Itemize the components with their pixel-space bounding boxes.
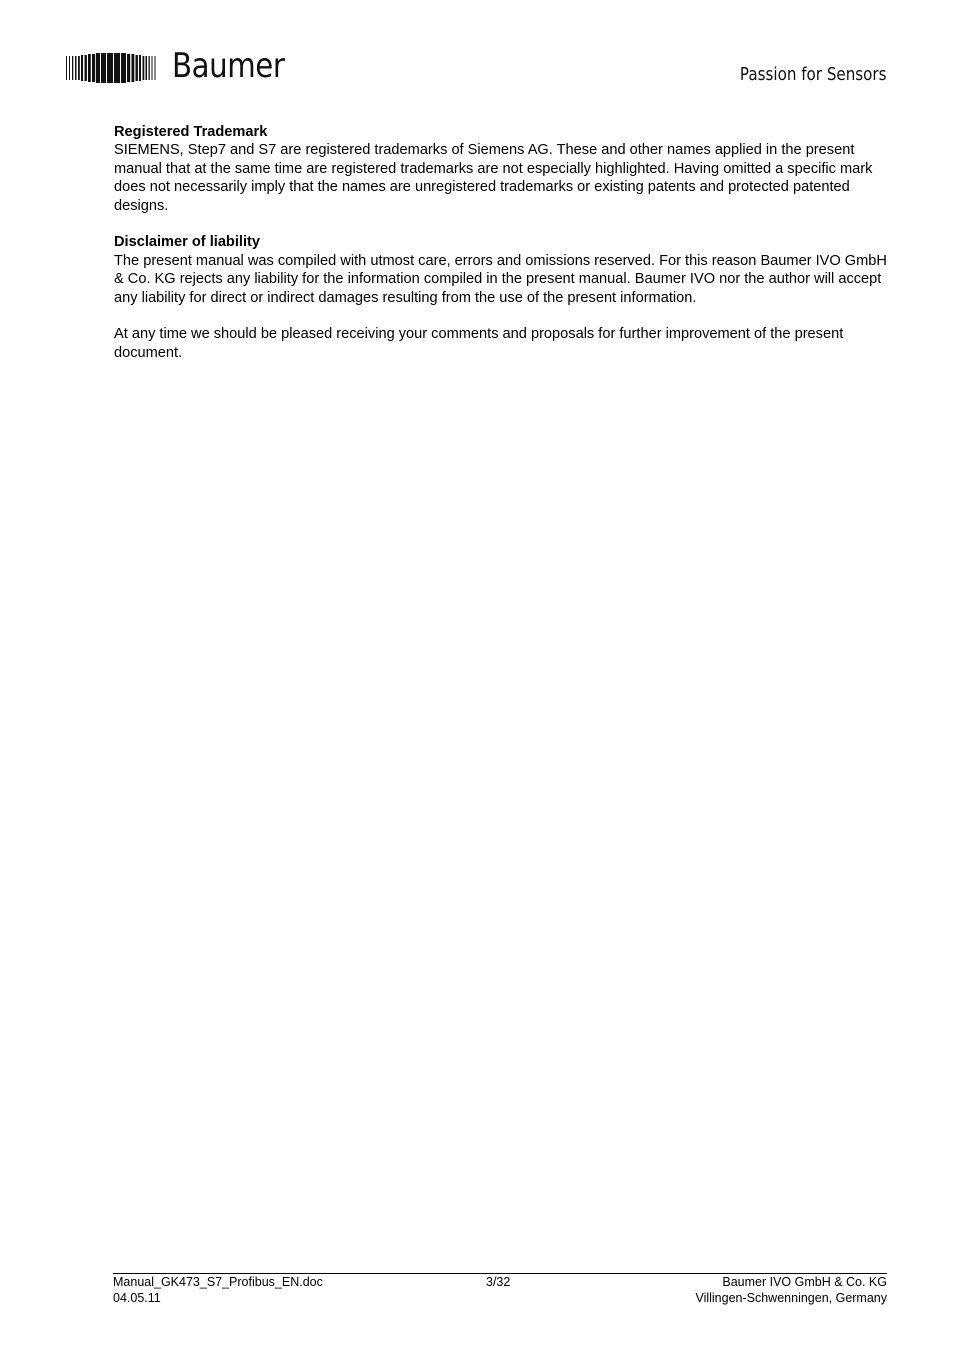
section-paragraph: At any time we should be pleased receiving your comments and proposals for further improvement of the present document. [114,326,844,361]
brand-name: Baumer [172,46,285,86]
baumer-logo-icon [66,53,158,83]
section-disclaimer [114,233,890,307]
document-body [114,123,890,381]
footer-page-number: 3/32 [486,1275,511,1289]
footer-right [695,1275,887,1306]
footer-center [486,1275,510,1291]
section-registered-trademark [114,123,890,215]
footer-filename: Manual_GK473_S7_Profibus_EN.doc [113,1275,323,1289]
page-header [0,0,954,110]
section-paragraph: The present manual was compiled with utmost care, errors and omissions reserved. For this reason Baumer IVO GmbH & Co. KG rejects any liability for the information compiled in the present manual. Baumer IVO nor the author will accept any liability for direct or indirect damages resulting from the use of the present information. [114,252,887,306]
section-paragraph: SIEMENS, Step7 and S7 are registered trademarks of Siemens AG. These and other names applied in the present manual that at the same time are registered trademarks are not especially highlighted. Having omitted a specific mark does not necessarily imply that the names are unregistered trademarks or existing patents and protected patented designs. [114,142,873,214]
section-heading: Disclaimer of liability [114,234,260,251]
section-feedback [114,325,890,362]
footer-company: Baumer IVO GmbH & Co. KG [722,1275,887,1289]
brand-tagline: Passion for Sensors [740,64,887,85]
footer-date: 04.05.11 [113,1290,161,1305]
footer-left [113,1275,323,1306]
footer-location: Villingen-Schwenningen, Germany [695,1290,887,1305]
page-footer [113,1273,887,1305]
section-heading: Registered Trademark [114,124,268,140]
